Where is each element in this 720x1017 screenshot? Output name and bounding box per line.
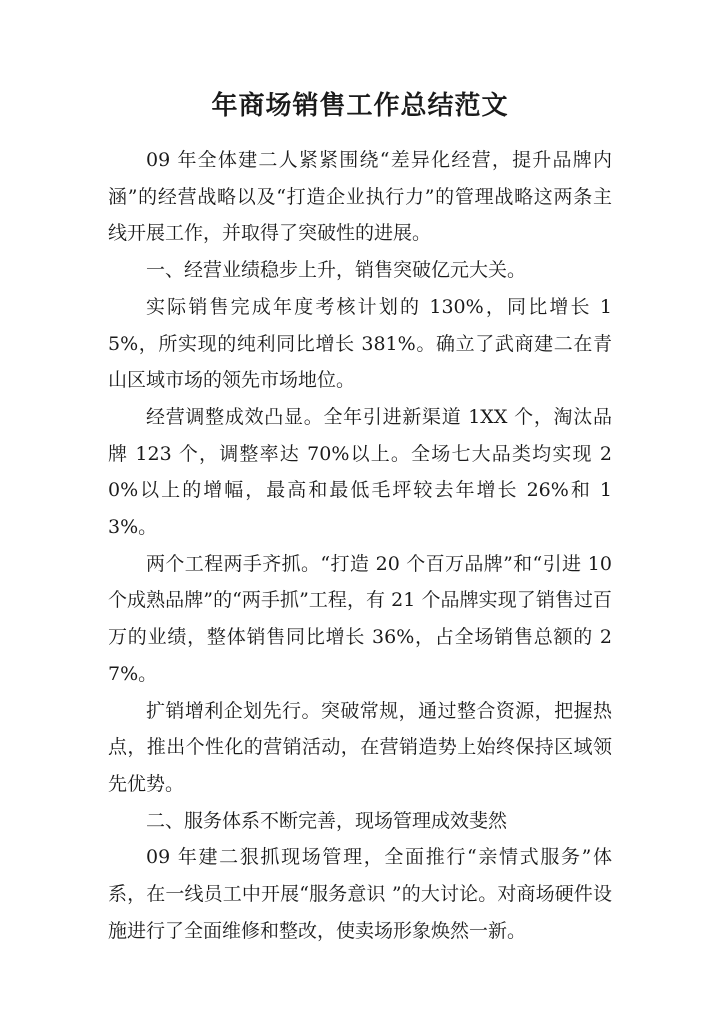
document-page xyxy=(108,84,612,949)
paragraph-service: 09 年建二狠抓现场管理，全面推行“亲情式服务”体系，在一线员工中开展“服务意识 ”的大讨论。对商场硬件设施进行了全面维修和整改，使卖场形象焕然一新。 xyxy=(108,846,612,942)
section-heading-2: 二、服务体系不断完善，现场管理成效斐然 xyxy=(146,809,508,832)
paragraph-two-projects: 两个工程两手齐抓。“打造 20 个百万品牌”和“引进 10 个成熟品牌”的“两手抓”工程，有 21 个品牌实现了销售过百万的业绩，整体销售同比增长 36%，占全场销售总额的 27%。 xyxy=(108,552,612,685)
document-title: 年商场销售工作总结范文 xyxy=(211,91,509,121)
paragraph-adjustment: 经营调整成效凸显。全年引进新渠道 1XX 个，淘汰品牌 123 个，调整率达 70%以上。全场七大品类均实现 20%以上的增幅，最高和最低毛坪较去年增长 26%和 13%。 xyxy=(108,405,612,539)
paragraph-promotion: 扩销增利企划先行。突破常规，通过整合资源，把握热点，推出个性化的营销活动，在营销造势上始终保持区域领先优势。 xyxy=(108,699,612,795)
section-heading-1: 一、经营业绩稳步上升，销售突破亿元大关。 xyxy=(146,259,527,282)
paragraph-intro: 09 年全体建二人紧紧围绕“差异化经营，提升品牌内涵”的经营战略以及“打造企业执行力”的管理战略这两条主线开展工作，并取得了突破性的进展。 xyxy=(108,149,612,245)
paragraph-sales: 实际销售完成年度考核计划的 130%，同比增长 15%，所实现的纯利同比增长 381%。确立了武商建二在青山区域市场的领先市场地位。 xyxy=(108,295,612,392)
